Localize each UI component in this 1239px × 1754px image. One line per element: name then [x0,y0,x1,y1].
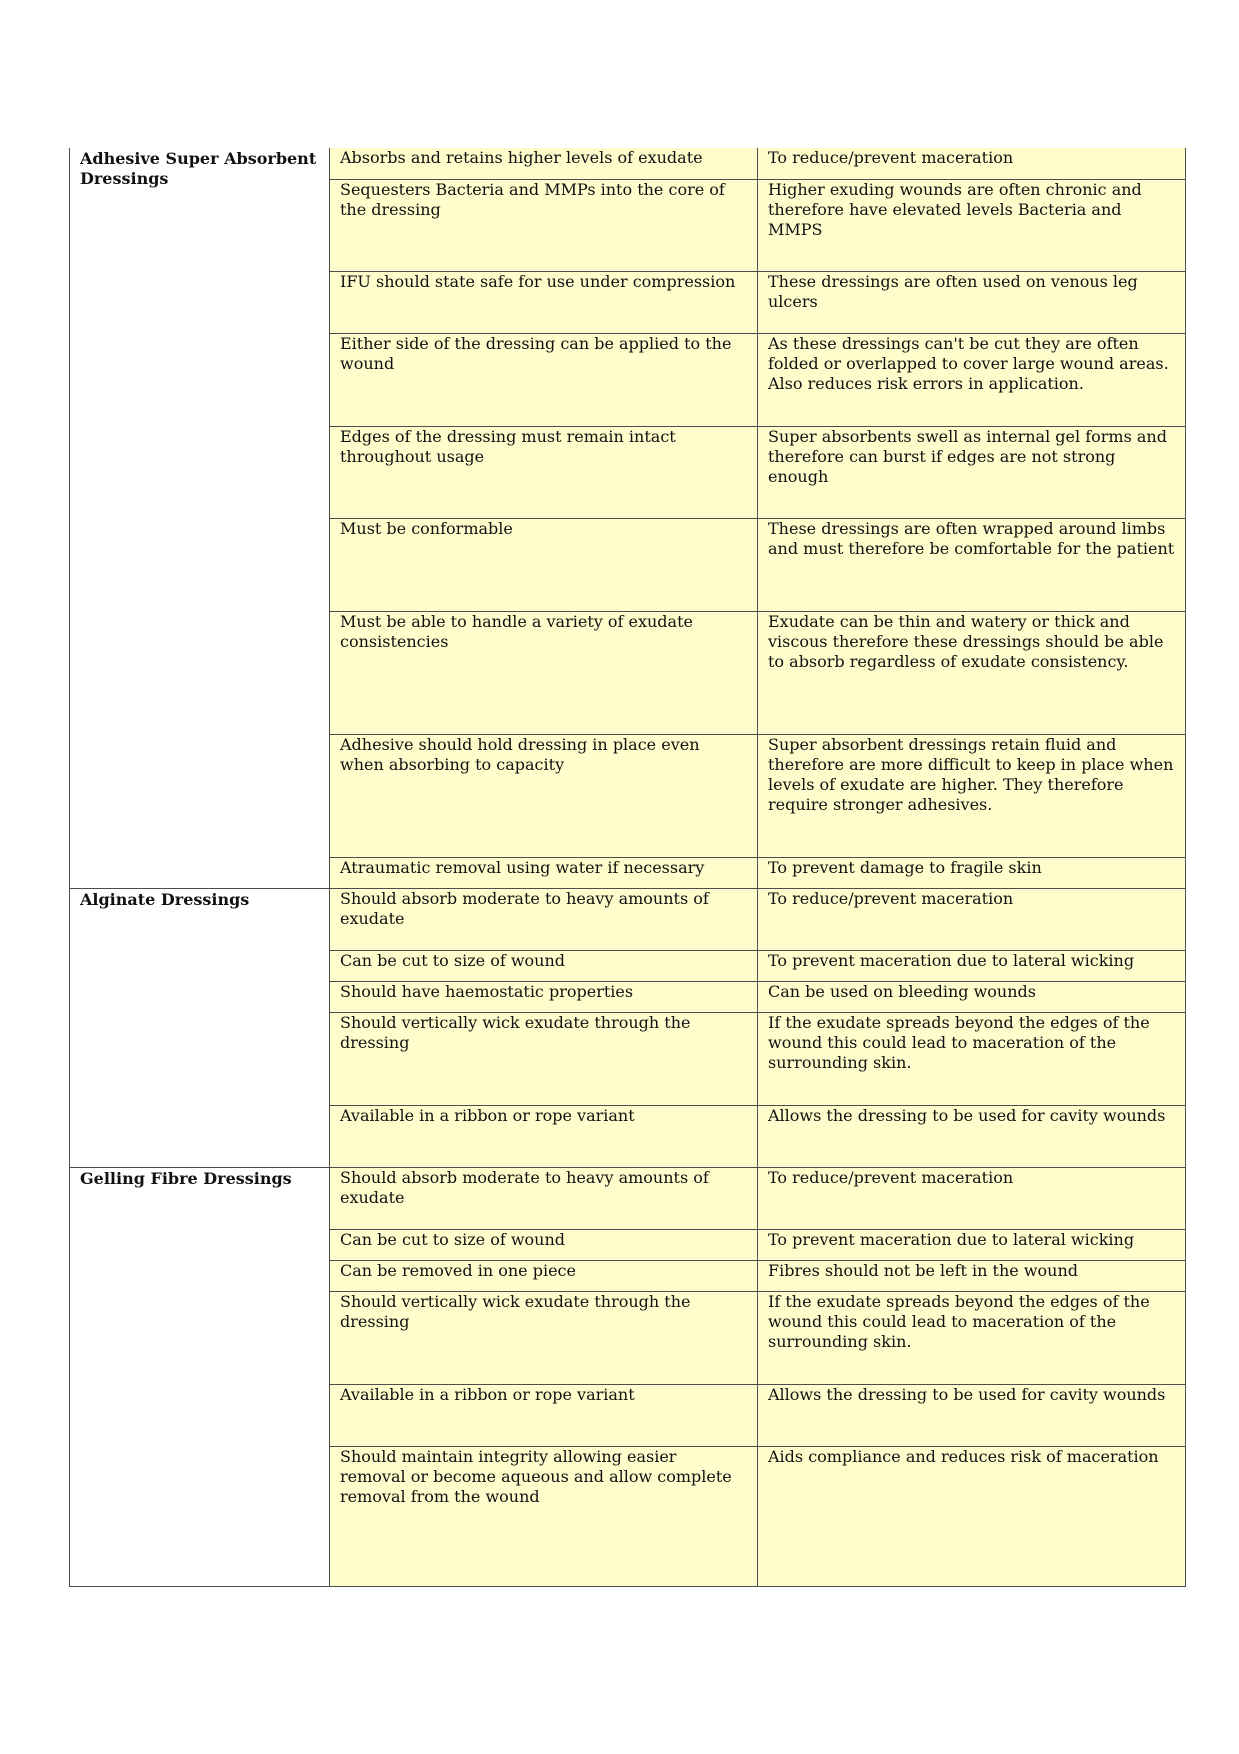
reason-cell: To prevent maceration due to lateral wicking [758,950,1186,981]
requirement-cell: Should vertically wick exudate through the dressing [330,1012,758,1105]
requirement-cell: Must be conformable [330,518,758,611]
requirement-cell: Sequesters Bacteria and MMPs into the core of the dressing [330,179,758,271]
requirement-cell: Can be removed in one piece [330,1260,758,1291]
reason-cell: These dressings are often used on venous leg ulcers [758,271,1186,333]
requirement-cell: Can be cut to size of wound [330,950,758,981]
requirement-cell: Should maintain integrity allowing easier removal or become aqueous and allow complete removal from the wound [330,1446,758,1586]
reason-cell: To reduce/prevent maceration [758,888,1186,950]
requirement-cell: Available in a ribbon or rope variant [330,1384,758,1446]
reason-cell: Higher exuding wounds are often chronic and therefore have elevated levels Bacteria and MMPS [758,179,1186,271]
reason-cell: To reduce/prevent maceration [758,148,1186,179]
reason-cell: Can be used on bleeding wounds [758,981,1186,1012]
reason-cell: As these dressings can't be cut they are often folded or overlapped to cover large wound areas. Also reduces risk errors in application. [758,333,1186,426]
requirement-cell: Should have haemostatic properties [330,981,758,1012]
requirement-cell: Either side of the dressing can be applied to the wound [330,333,758,426]
table-row [70,1167,1186,1229]
requirement-cell: Atraumatic removal using water if necessary [330,857,758,888]
reason-cell: To reduce/prevent maceration [758,1167,1186,1229]
requirement-cell: Edges of the dressing must remain intact throughout usage [330,426,758,518]
category-cell: Adhesive Super Absorbent Dressings [70,148,330,888]
dressing-requirements-table [69,148,1186,1587]
reason-cell: Allows the dressing to be used for cavity wounds [758,1105,1186,1167]
requirement-cell: Adhesive should hold dressing in place even when absorbing to capacity [330,734,758,857]
reason-cell: Super absorbent dressings retain fluid and therefore are more difficult to keep in place when levels of exudate are higher. They therefore require stronger adhesives. [758,734,1186,857]
requirement-cell: Should absorb moderate to heavy amounts of exudate [330,888,758,950]
requirement-cell: IFU should state safe for use under compression [330,271,758,333]
requirement-cell: Should vertically wick exudate through the dressing [330,1291,758,1384]
reason-cell: Allows the dressing to be used for cavity wounds [758,1384,1186,1446]
reason-cell: If the exudate spreads beyond the edges of the wound this could lead to maceration of the surrounding skin. [758,1291,1186,1384]
reason-cell: Fibres should not be left in the wound [758,1260,1186,1291]
table-row [70,148,1186,179]
requirement-cell: Should absorb moderate to heavy amounts of exudate [330,1167,758,1229]
reason-cell: Exudate can be thin and watery or thick and viscous therefore these dressings should be able to absorb regardless of exudate consistency. [758,611,1186,734]
reason-cell: Aids compliance and reduces risk of maceration [758,1446,1186,1586]
reason-cell: To prevent maceration due to lateral wicking [758,1229,1186,1260]
requirement-cell: Must be able to handle a variety of exudate consistencies [330,611,758,734]
requirement-cell: Absorbs and retains higher levels of exudate [330,148,758,179]
reason-cell: Super absorbents swell as internal gel forms and therefore can burst if edges are not strong enough [758,426,1186,518]
reason-cell: To prevent damage to fragile skin [758,857,1186,888]
requirement-cell: Available in a ribbon or rope variant [330,1105,758,1167]
category-cell: Alginate Dressings [70,888,330,1167]
reason-cell: If the exudate spreads beyond the edges of the wound this could lead to maceration of the surrounding skin. [758,1012,1186,1105]
table-row [70,888,1186,950]
category-cell: Gelling Fibre Dressings [70,1167,330,1586]
table-body [70,148,1186,1586]
requirement-cell: Can be cut to size of wound [330,1229,758,1260]
reason-cell: These dressings are often wrapped around limbs and must therefore be comfortable for the patient [758,518,1186,611]
